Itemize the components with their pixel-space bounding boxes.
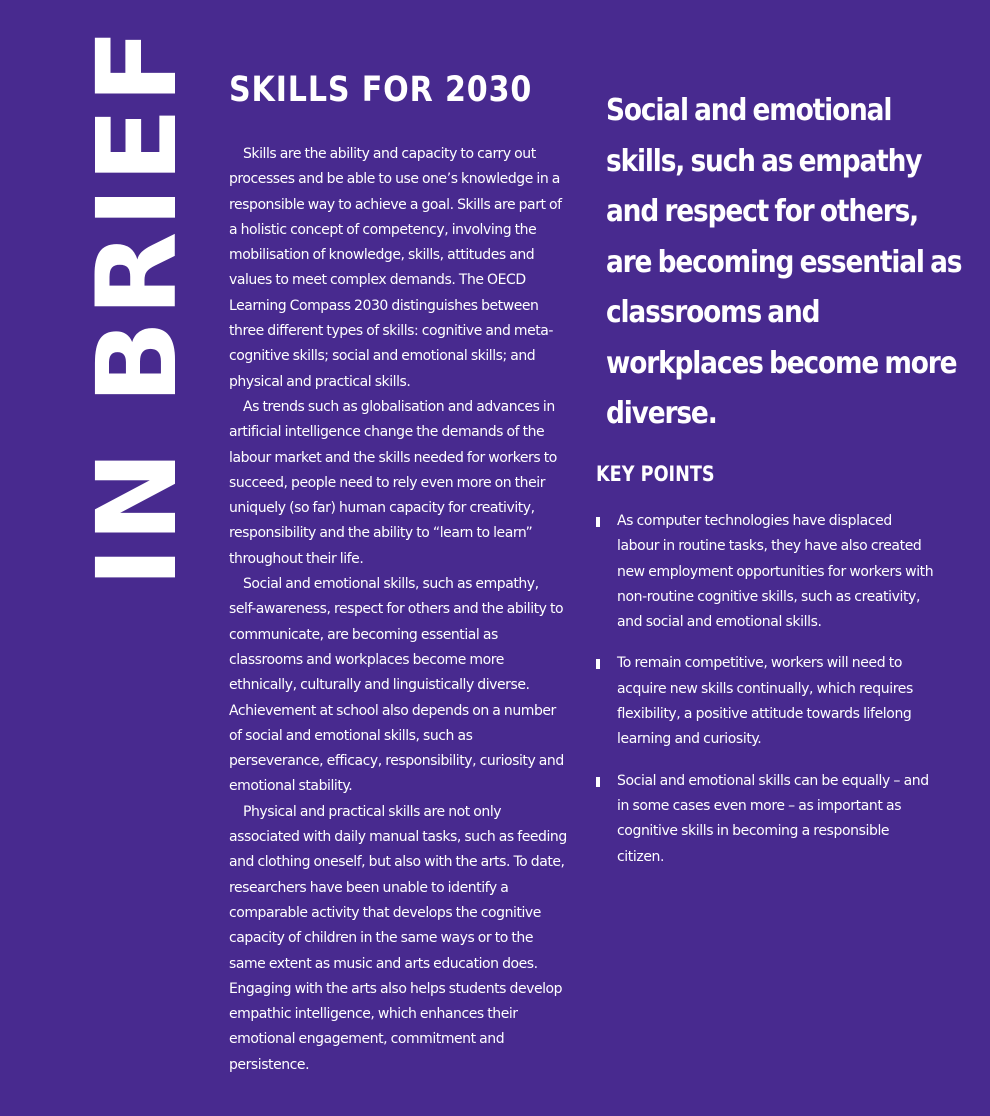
section-title: SKILLS FOR 2030 <box>229 70 533 110</box>
bullet-marker-icon <box>596 659 600 669</box>
key-point-text: To remain competitive, workers will need to acquire new skills continually, which requires flexibility, a positive attitude towards lifelong learning and curiosity. <box>617 655 913 748</box>
pull-quote: Social and emotional skills, such as empathy and respect for others, are becoming essential as classrooms and workplaces become more diverse. <box>606 93 962 431</box>
main-column <box>229 66 567 1078</box>
key-point-text: Social and emotional skills can be equally – and in some cases even more – as important as cognitive skills in becoming a responsible citizen. <box>617 772 929 865</box>
body-paragraph: Physical and practical skills are not only associated with daily manual tasks, such as feeding and clothing oneself, but also with the arts. To date, researchers have been unable to identify a comparable activity that develops the cognitive capacity of children in the same ways or to the same extent as music and arts education does. Engaging with the arts also helps students develop empathic intelligence, which enhances their emotional engagement, commitment and persistence. <box>229 803 567 1073</box>
key-point-item <box>596 651 936 752</box>
body-paragraph: Social and emotional skills, such as empathy, self-awareness, respect for others and the ability to communicate, are becoming essential as classrooms and workplaces become more ethnically, culturally and linguistically diverse. Achievement at school also depends on a number of social and emotional skills, such as perseverance, efficacy, responsibility, curiosity and emotional stability. <box>229 576 564 795</box>
key-point-item <box>596 769 936 870</box>
body-paragraph: Skills are the ability and capacity to carry out processes and be able to use one’s knowledge in a responsible way to achieve a goal. Skills are part of a holistic concept of competency, involving the mobilisation of knowledge, skills, attitudes and values to meet complex demands. The OECD Learning Compass 2030 distinguishes between three different types of skills: cognitive and meta-cognitive skills; social and emotional skills; and physical and practical skills. <box>229 146 562 390</box>
key-points-list <box>596 509 936 886</box>
key-point-text: As computer technologies have displaced labour in routine tasks, they have also created new employment opportunities for workers with non-routine cognitive skills, such as creativity, and social and emotional skills. <box>617 513 934 631</box>
body-paragraph: As trends such as globalisation and advances in artificial intelligence change the demands of the labour market and the skills needed for workers to succeed, people need to rely even more on their uniquely (so far) human capacity for creativity, responsibility and the ability to “learn to learn” throughout their life. <box>229 398 557 567</box>
key-point-item <box>596 509 936 635</box>
right-column <box>596 86 966 865</box>
bullet-marker-icon <box>596 777 600 787</box>
key-points-heading: KEY POINTS <box>596 462 715 486</box>
side-title-text: IN BRIEF <box>73 24 201 588</box>
side-title <box>73 24 201 588</box>
bullet-marker-icon <box>596 517 600 527</box>
